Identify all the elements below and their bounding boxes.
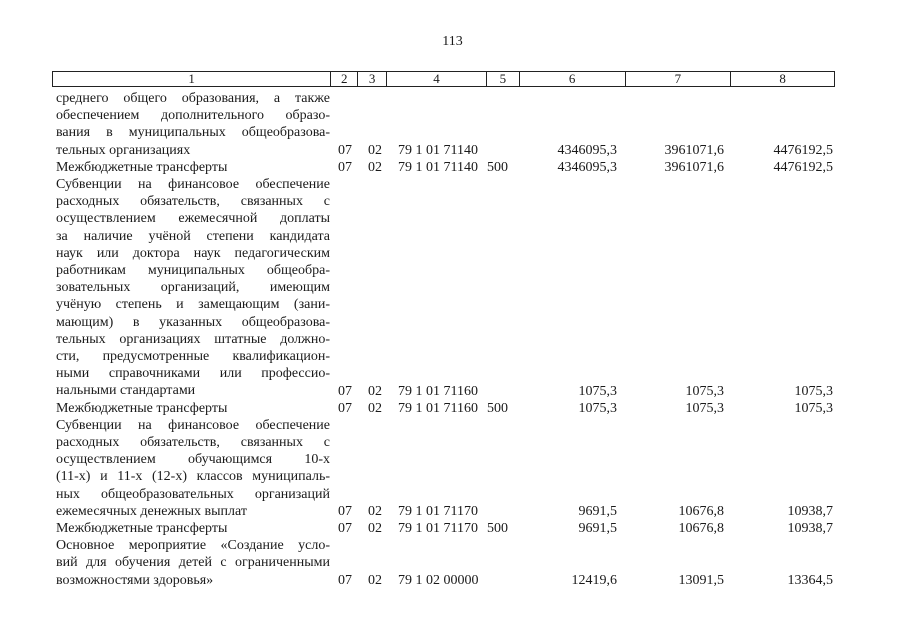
amount-year-2: 10676,8 <box>678 504 724 520</box>
amount-year-2: 3961071,6 <box>664 142 724 158</box>
description-line: расходных обязательств, связанных с <box>56 194 330 210</box>
table-row <box>52 176 835 400</box>
row-values <box>52 572 835 589</box>
description-line: нальными стандартами <box>56 383 196 399</box>
subsection-code: 02 <box>368 142 382 158</box>
description-line: учёную степень и замещающим (зани- <box>56 297 330 313</box>
amount-year-2: 13091,5 <box>678 572 724 588</box>
page-number: 113 <box>442 34 463 49</box>
amount-year-3: 10938,7 <box>787 521 833 537</box>
header-cell-6: 6 <box>519 72 625 86</box>
description-line: расходных обязательств, связанных с <box>56 435 330 451</box>
description-line: вий для обучения детей с ограниченными <box>56 555 330 571</box>
target-article-code: 79 1 02 00000 <box>398 572 479 588</box>
header-cell-2: 2 <box>330 72 357 86</box>
description-line: тельных организациях штатные должно- <box>56 331 330 347</box>
row-values <box>52 400 835 417</box>
target-article-code: 79 1 01 71140 <box>398 160 478 176</box>
description-line: возможностями здоровья» <box>56 572 214 588</box>
table-row <box>52 417 835 520</box>
description-line: наук или доктора наук педагогическим <box>56 245 330 261</box>
amount-year-1: 9691,5 <box>578 504 617 520</box>
amount-year-3: 13364,5 <box>787 572 833 588</box>
description-line: осуществлением обучающимся 10-х <box>56 452 330 468</box>
section-code: 07 <box>338 160 352 176</box>
description-line: среднего общего образования, а также <box>56 91 330 106</box>
table-body <box>52 90 835 589</box>
amount-year-1: 1075,3 <box>578 383 617 399</box>
section-code: 07 <box>338 383 352 399</box>
header-cell-7: 7 <box>625 72 731 86</box>
section-code: 07 <box>338 142 352 158</box>
description-line: мающим) в указанных общеобразова- <box>56 314 330 330</box>
row-values <box>52 520 835 537</box>
table-row <box>52 400 835 417</box>
subsection-code: 02 <box>368 521 382 537</box>
header-cell-3: 3 <box>357 72 386 86</box>
subsection-code: 02 <box>368 383 382 399</box>
description-line: осуществлением ежемесячной доплаты <box>56 211 330 227</box>
subsection-code: 02 <box>368 504 382 520</box>
row-values <box>52 142 835 159</box>
row-values <box>52 159 835 176</box>
amount-year-2: 3961071,6 <box>664 160 724 176</box>
row-values <box>52 503 835 520</box>
description-line: тельных организациях <box>56 142 191 158</box>
table-header <box>52 71 835 87</box>
amount-year-1: 9691,5 <box>578 521 617 537</box>
description-line: Межбюджетные трансферты <box>56 159 228 175</box>
description-line: ными справочниками или профессио- <box>56 366 330 382</box>
target-article-code: 79 1 01 71170 <box>398 504 478 520</box>
subsection-code: 02 <box>368 400 382 416</box>
header-cell-1: 1 <box>188 71 195 86</box>
description-line: за наличие учёной степени кандидата <box>56 228 330 244</box>
amount-year-3: 4476192,5 <box>773 160 833 176</box>
target-article-code: 79 1 01 71160 <box>398 400 478 416</box>
row-values <box>52 383 835 400</box>
amount-year-2: 1075,3 <box>685 400 724 416</box>
description-line: Субвенции на финансовое обеспечение <box>56 177 330 193</box>
table-row <box>52 537 835 589</box>
description-line: вания в муниципальных общеобразова- <box>56 125 330 141</box>
amount-year-1: 12419,6 <box>571 572 617 588</box>
description-line: ежемесячных денежных выплат <box>56 503 248 519</box>
target-article-code: 79 1 01 71140 <box>398 142 478 158</box>
subsection-code: 02 <box>368 572 382 588</box>
section-code: 07 <box>338 572 352 588</box>
table-row <box>52 520 835 537</box>
section-code: 07 <box>338 400 352 416</box>
description-line: зовательных организаций, имеющим <box>56 280 330 296</box>
description-line: (11-х) и 11-х (12-х) классов муниципаль- <box>56 469 330 485</box>
amount-year-3: 4476192,5 <box>773 142 833 158</box>
expense-type-code: 500 <box>487 521 508 537</box>
expense-type-code: 500 <box>487 400 508 416</box>
amount-year-3: 10938,7 <box>787 504 833 520</box>
description-line: обеспечением дополнительного образо- <box>56 108 330 124</box>
amount-year-1: 4346095,3 <box>557 142 617 158</box>
description-line: Межбюджетные трансферты <box>56 400 228 416</box>
row-description <box>52 176 330 400</box>
description-line: Межбюджетные трансферты <box>56 521 228 537</box>
table-row <box>52 90 835 159</box>
subsection-code: 02 <box>368 160 382 176</box>
description-line: Основное мероприятие «Создание усло- <box>56 538 330 554</box>
header-cell-8: 8 <box>730 72 834 86</box>
header-cell-5: 5 <box>486 72 519 86</box>
amount-year-3: 1075,3 <box>794 383 833 399</box>
description-line: сти, предусмотренные квалификацион- <box>56 349 330 365</box>
description-line: Субвенции на финансовое обеспечение <box>56 417 330 433</box>
target-article-code: 79 1 01 71160 <box>398 383 478 399</box>
target-article-code: 79 1 01 71170 <box>398 521 478 537</box>
amount-year-1: 4346095,3 <box>557 160 617 176</box>
header-cell-4: 4 <box>386 72 486 86</box>
description-line: работникам муниципальных общеобра- <box>56 263 330 279</box>
table-row <box>52 159 835 176</box>
section-code: 07 <box>338 521 352 537</box>
expense-type-code: 500 <box>487 160 508 176</box>
amount-year-1: 1075,3 <box>578 400 617 416</box>
amount-year-2: 1075,3 <box>685 383 724 399</box>
description-line: ных общеобразовательных организаций <box>56 486 330 502</box>
amount-year-2: 10676,8 <box>678 521 724 537</box>
amount-year-3: 1075,3 <box>794 400 833 416</box>
section-code: 07 <box>338 504 352 520</box>
